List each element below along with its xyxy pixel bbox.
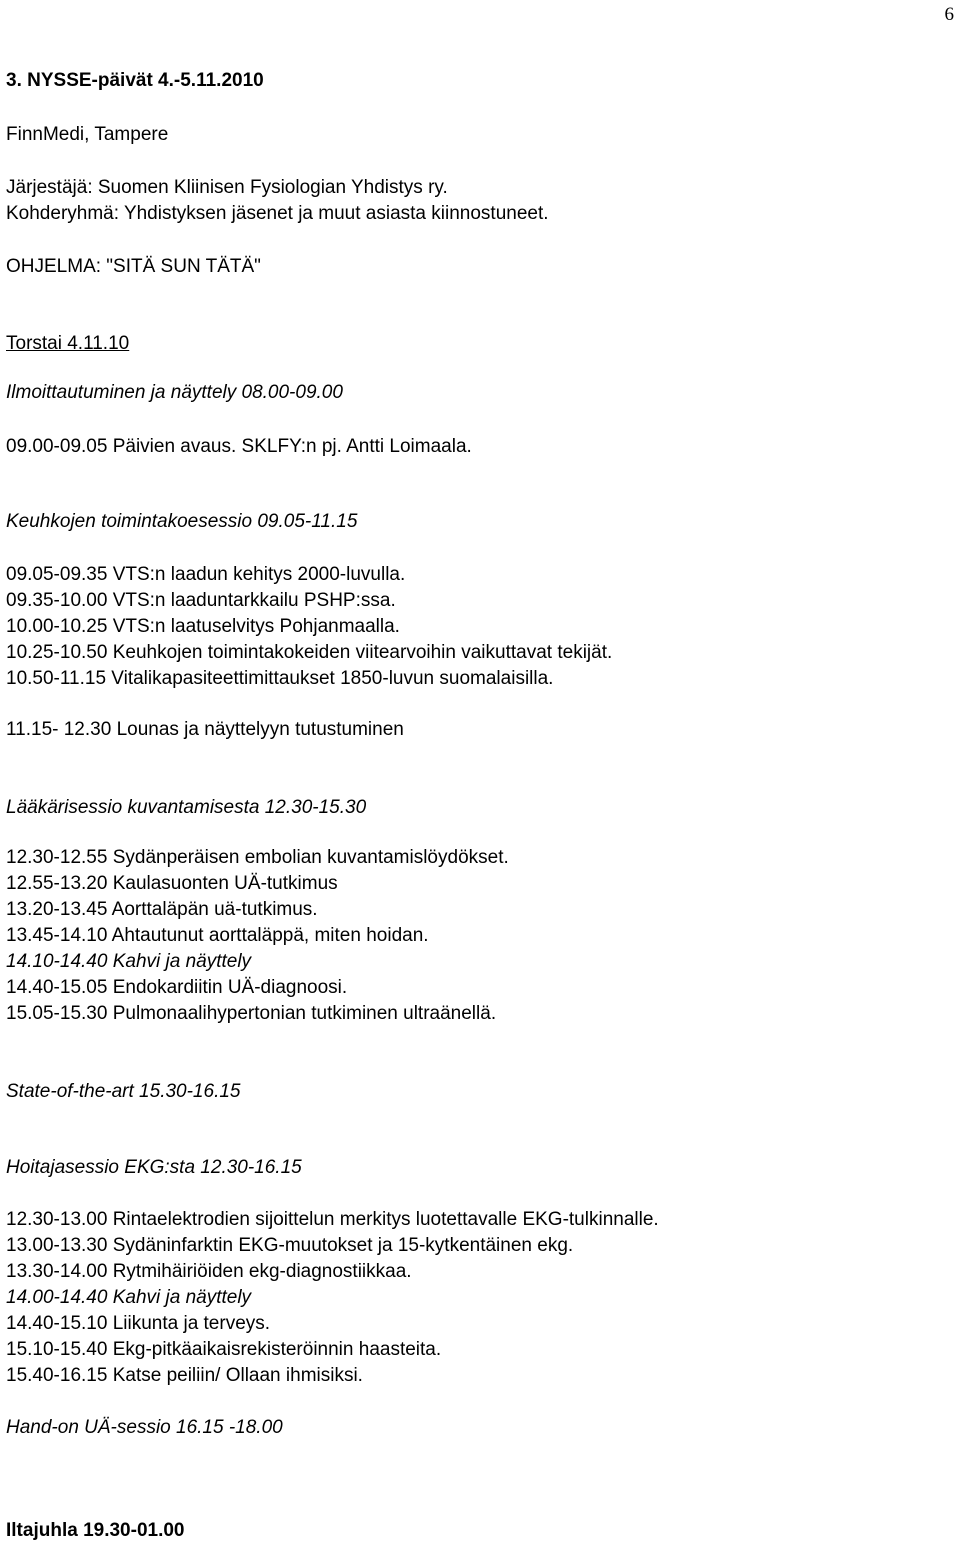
lung-session-item: 10.25-10.50 Keuhkojen toimintakokeiden viitearvoihin vaikuttavat tekijät. bbox=[6, 642, 613, 663]
venue-text: FinnMedi, Tampere bbox=[6, 124, 169, 145]
opening-text: 09.00-09.05 Päivien avaus. SKLFY:n pj. Antti Loimaala. bbox=[6, 436, 472, 457]
nurse-session-item: 15.40-16.15 Katse peiliin/ Ollaan ihmisiksi. bbox=[6, 1365, 363, 1386]
page-number: 6 bbox=[944, 4, 954, 25]
organizer-text: Järjestäjä: Suomen Kliinisen Fysiologian Yhdistys ry. bbox=[6, 177, 448, 198]
nurse-session-coffee: 14.00-14.40 Kahvi ja näyttely bbox=[6, 1287, 252, 1308]
nurse-session-item: 13.30-14.00 Rytmihäiriöiden ekg-diagnostiikkaa. bbox=[6, 1261, 412, 1282]
nurse-session-title: Hoitajasessio EKG:sta 12.30-16.15 bbox=[6, 1157, 302, 1178]
registration-text: Ilmoittautuminen ja näyttely 08.00-09.00 bbox=[6, 382, 343, 403]
lung-session-item: 10.00-10.25 VTS:n laatuselvitys Pohjanmaalla. bbox=[6, 616, 400, 637]
evening-party-text: Iltajuhla 19.30-01.00 bbox=[6, 1520, 185, 1541]
program-title: OHJELMA: "SITÄ SUN TÄTÄ" bbox=[6, 256, 261, 277]
imaging-session-item: 12.55-13.20 Kaulasuonten UÄ-tutkimus bbox=[6, 873, 338, 894]
lung-session-item: 09.35-10.00 VTS:n laaduntarkkailu PSHP:ssa. bbox=[6, 590, 396, 611]
imaging-session-item: 14.40-15.05 Endokardiitin UÄ-diagnoosi. bbox=[6, 977, 348, 998]
document-heading: 3. NYSSE-päivät 4.-5.11.2010 bbox=[6, 70, 264, 91]
imaging-session-item: 13.20-13.45 Aorttaläpän uä-tutkimus. bbox=[6, 899, 318, 920]
imaging-session-item: 13.45-14.10 Ahtautunut aorttaläppä, miten hoidan. bbox=[6, 925, 429, 946]
imaging-session-coffee: 14.10-14.40 Kahvi ja näyttely bbox=[6, 951, 252, 972]
state-of-the-art-text: State-of-the-art 15.30-16.15 bbox=[6, 1081, 241, 1102]
day-heading: Torstai 4.11.10 bbox=[6, 333, 130, 354]
nurse-session-item: 13.00-13.30 Sydäninfarktin EKG-muutokset ja 15-kytkentäinen ekg. bbox=[6, 1235, 574, 1256]
imaging-session-item: 15.05-15.30 Pulmonaalihypertonian tutkiminen ultraänellä. bbox=[6, 1003, 497, 1024]
lung-session-item: 10.50-11.15 Vitalikapasiteettimittaukset 1850-luvun suomalaisilla. bbox=[6, 668, 554, 689]
nurse-session-item: 15.10-15.40 Ekg-pitkäaikaisrekisteröinnin haasteita. bbox=[6, 1339, 442, 1360]
nurse-session-item: 14.40-15.10 Liikunta ja terveys. bbox=[6, 1313, 271, 1334]
lung-session-title: Keuhkojen toimintakoesessio 09.05-11.15 bbox=[6, 511, 358, 532]
imaging-session-title: Lääkärisessio kuvantamisesta 12.30-15.30 bbox=[6, 797, 367, 818]
target-group-text: Kohderyhmä: Yhdistyksen jäsenet ja muut asiasta kiinnostuneet. bbox=[6, 203, 549, 224]
imaging-session-item: 12.30-12.55 Sydänperäisen embolian kuvantamislöydökset. bbox=[6, 847, 509, 868]
nurse-session-item: 12.30-13.00 Rintaelektrodien sijoittelun merkitys luotettavalle EKG-tulkinnalle. bbox=[6, 1209, 659, 1230]
lung-session-item: 09.05-09.35 VTS:n laadun kehitys 2000-luvulla. bbox=[6, 564, 406, 585]
lunch-text: 11.15- 12.30 Lounas ja näyttelyyn tutustuminen bbox=[6, 719, 404, 740]
hands-on-session-text: Hand-on UÄ-sessio 16.15 -18.00 bbox=[6, 1417, 283, 1438]
